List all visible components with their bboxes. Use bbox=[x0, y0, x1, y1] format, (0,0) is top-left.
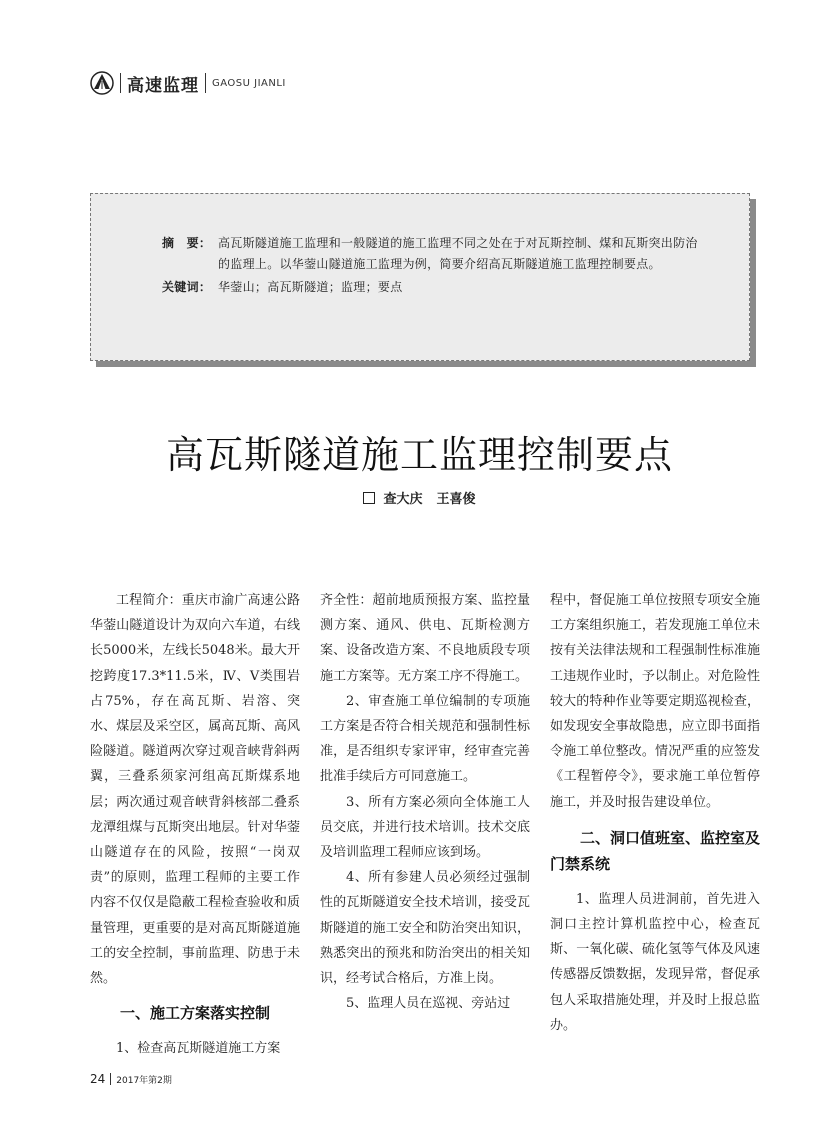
article-authors bbox=[0, 488, 839, 507]
header-divider bbox=[205, 73, 206, 93]
abstract-content bbox=[162, 233, 702, 298]
paragraph: 工程简介：重庆市渝广高速公路华蓥山隧道设计为双向六车道，右线长5000米，左线长5048米。最大开挖跨度17.3*11.5米，Ⅳ、Ⅴ类围岩占75%，存在高瓦斯、岩溶、突水、煤层及采空区，属高瓦斯、高风险隧道。隧道两次穿过观音峡背斜两翼，三叠系须家河组高瓦斯煤系地层；两次通过观音峡背斜核部二叠系龙潭组煤与瓦斯突出地层。针对华蓥山隧道存在的风险，按照“一岗双责”的原则，监理工程师的主要工作内容不仅仅是隐蔽工程检查验收和质量管理，更重要的是对高瓦斯隧道施工的安全控制，事前监理、防患于未然。 bbox=[90, 593, 300, 987]
text-column-3 bbox=[550, 588, 760, 1038]
footer-divider bbox=[110, 1073, 111, 1085]
paragraph: 程中，督促施工单位按照专项安全施工方案组织施工，若发现施工单位未按有关法律法规和工程强制性标准施工违规作业时，予以制止。对危险性较大的特种作业等要定期巡视检查，如发现安全事故隐患，应立即书面指令施工单位整改。情况严重的应签发《工程暂停令》，要求施工单位暂停施工，并及时报告建设单位。 bbox=[550, 593, 760, 810]
keywords-text: 华蓥山；高瓦斯隧道；监理；要点 bbox=[218, 280, 403, 294]
highway-logo-icon bbox=[90, 71, 114, 95]
paragraph: 5、监理人员在巡视、旁站过 bbox=[346, 996, 511, 1012]
header-divider bbox=[120, 73, 121, 93]
page-header bbox=[90, 68, 286, 98]
text-column-1 bbox=[90, 588, 300, 1061]
text-column-2 bbox=[320, 588, 530, 1016]
abstract-panel bbox=[90, 193, 750, 361]
keywords-label: 关键词： bbox=[162, 280, 212, 294]
page-number: 24 bbox=[90, 1072, 106, 1086]
journal-title: 高速监理 bbox=[127, 75, 199, 96]
section-heading: 二、洞口值班室、监控室及门禁系统 bbox=[550, 828, 761, 873]
abstract-text: 高瓦斯隧道施工监理和一般隧道的施工监理不同之处在于对瓦斯控制、煤和瓦斯突出防治的监理上。以华蓥山隧道施工监理为例，简要介绍高瓦斯隧道施工监理控制要点。 bbox=[218, 236, 698, 271]
paragraph: 齐全性：超前地质预报方案、监控量测方案、通风、供电、瓦斯检测方案、设备改造方案、不良地质段专项施工方案等。无方案工序不得施工。 bbox=[320, 593, 530, 684]
paragraph: 1、监理人员进洞前，首先进入洞口主控计算机监控中心，检查瓦斯、一氧化碳、硫化氢等气体及风速传感器反馈数据，发现异常，督促承包人采取措施处理，并及时上报总监办。 bbox=[550, 891, 760, 1033]
author-name: 王喜俊 bbox=[436, 492, 476, 507]
page-footer bbox=[90, 1072, 172, 1086]
author-name: 查大庆 bbox=[383, 492, 423, 507]
issue-label: 2017年第2期 bbox=[116, 1075, 172, 1086]
paragraph: 3、所有方案必须向全体施工人员交底，并进行技术培训。技术交底及培训监理工程师应该到场。 bbox=[320, 794, 530, 861]
author-box-icon bbox=[363, 492, 375, 504]
paragraph: 4、所有参建人员必须经过强制性的瓦斯隧道安全技术培训，接受瓦斯隧道的施工安全和防治突出知识，熟悉突出的预兆和防治突出的相关知识，经考试合格后，方准上岗。 bbox=[320, 870, 530, 987]
paragraph: 2、审查施工单位编制的专项施工方案是否符合相关规范和强制性标准，是否组织专家评审，经审查完善批准手续后方可同意施工。 bbox=[320, 693, 530, 785]
section-heading: 一、施工方案落实控制 bbox=[119, 1004, 270, 1023]
article-title: 高瓦斯隧道施工监理控制要点 bbox=[165, 433, 673, 477]
abstract-label: 摘 要： bbox=[162, 236, 212, 250]
paragraph: 1、检查高瓦斯隧道施工方案 bbox=[116, 1041, 281, 1057]
journal-subtitle: GAOSU JIANLI bbox=[212, 77, 286, 89]
